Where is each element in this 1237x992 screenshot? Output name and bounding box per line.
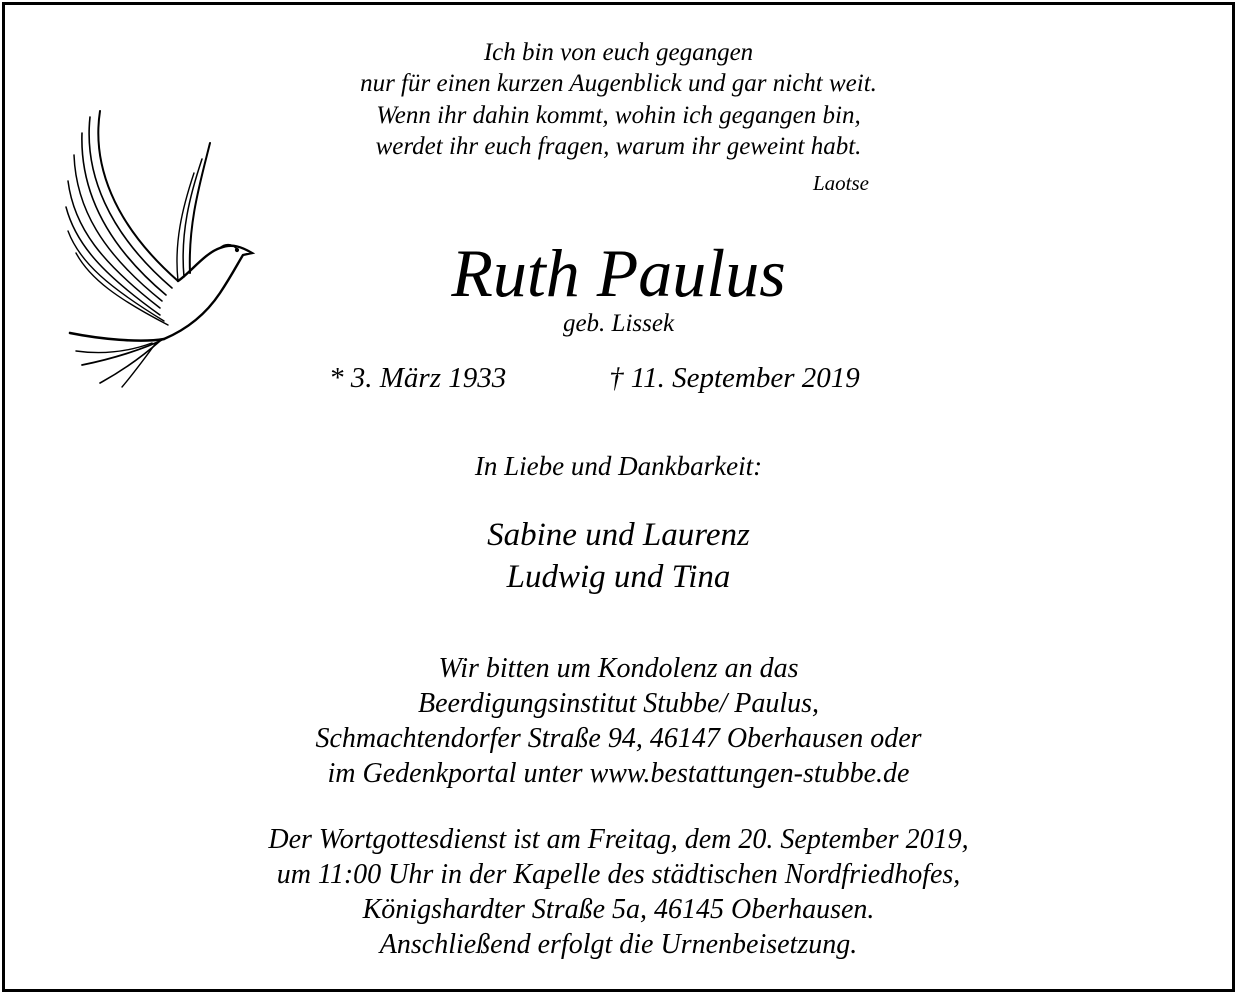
service-line: Anschließend erfolgt die Urnenbeisetzung. <box>379 929 858 960</box>
condolence-line: Wir bitten um Kondolenz an das <box>438 653 799 684</box>
mourner-name: Ludwig und Tina <box>506 559 731 595</box>
mourner-name: Sabine und Laurenz <box>487 517 750 553</box>
birth-date: * 3. März 1933 <box>329 362 507 394</box>
condolence-line: im Gedenkportal unter www.bestattungen-stubbe.de <box>327 758 910 789</box>
obituary-frame <box>2 2 1235 992</box>
mourners-intro: In Liebe und Dankbarkeit: <box>474 451 763 481</box>
deceased-name: Ruth Paulus <box>451 235 786 311</box>
poem-line: werdet ihr euch fragen, warum ihr geweint habt. <box>375 133 862 160</box>
death-date: † 11. September 2019 <box>609 362 860 394</box>
poem-line: nur für einen kurzen Augenblick und gar nicht weit. <box>360 70 877 97</box>
poem-line: Ich bin von euch gegangen <box>483 39 754 66</box>
condolence-line: Beerdigungsinstitut Stubbe/ Paulus, <box>417 688 820 719</box>
poem-line: Wenn ihr dahin kommt, wohin ich gegangen bin, <box>376 102 861 129</box>
service-line: um 11:00 Uhr in der Kapelle des städtischen Nordfriedhofes, <box>276 859 961 890</box>
birth-name: geb. Lissek <box>562 310 675 337</box>
condolence-line: Schmachtendorfer Straße 94, 46147 Oberhausen oder <box>315 723 922 754</box>
poem-author: Laotse <box>813 171 870 195</box>
service-line: Königshardter Straße 5a, 46145 Oberhausen. <box>362 894 875 925</box>
service-line: Der Wortgottesdienst ist am Freitag, dem 20. September 2019, <box>268 824 969 855</box>
